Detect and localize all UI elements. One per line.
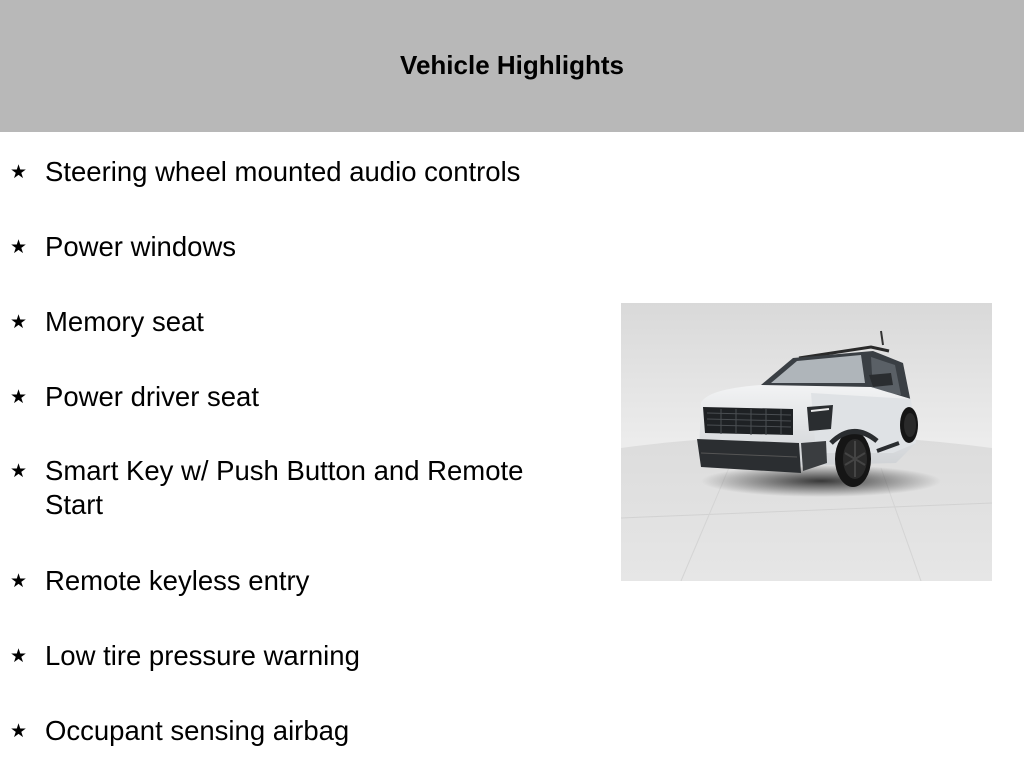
star-icon: ★ [10, 237, 28, 258]
vehicle-photo [621, 303, 992, 581]
feature-label: Steering wheel mounted audio controls [45, 156, 521, 187]
star-icon: ★ [10, 646, 28, 667]
feature-label: Occupant sensing airbag [45, 715, 350, 746]
star-icon: ★ [10, 721, 28, 742]
feature-label: Memory seat [45, 306, 204, 337]
star-icon: ★ [10, 461, 28, 482]
feature-label: Low tire pressure warning [45, 640, 360, 671]
star-icon: ★ [10, 387, 28, 408]
feature-label: Smart Key w/ Push Button and Remote Start [45, 455, 524, 520]
star-icon: ★ [10, 162, 28, 183]
star-icon: ★ [10, 571, 28, 592]
feature-label: Power driver seat [45, 381, 259, 412]
star-icon: ★ [10, 312, 28, 333]
feature-label: Remote keyless entry [45, 565, 310, 596]
header-bar [0, 0, 1024, 132]
page-title: Vehicle Highlights [400, 49, 624, 80]
feature-label: Power windows [45, 231, 237, 262]
